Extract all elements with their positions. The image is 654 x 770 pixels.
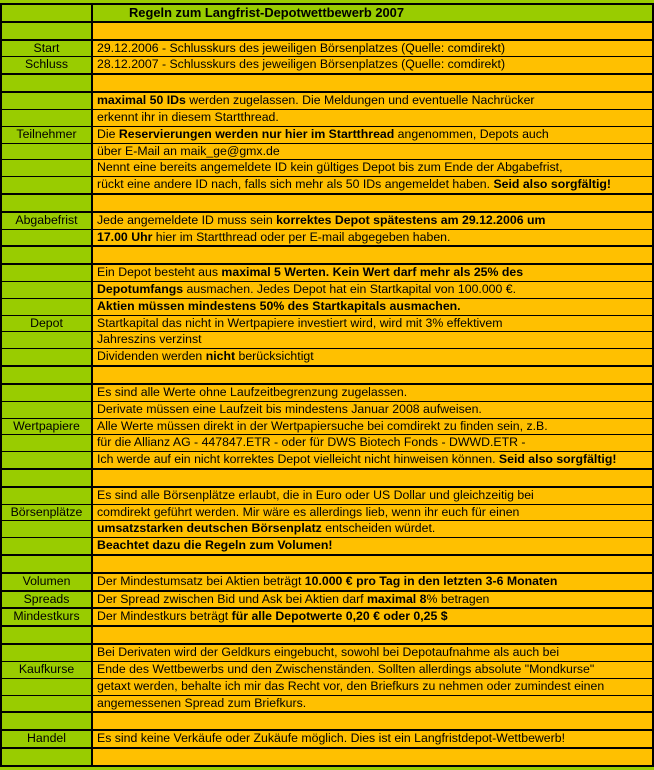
row-label-kaufkurse[interactable] xyxy=(2,662,93,678)
section-row-spreads xyxy=(2,592,652,610)
title-cell[interactable] xyxy=(93,5,652,21)
cell-text: Reservierungen werden nur hier im Startthread xyxy=(118,126,395,141)
content-cell[interactable] xyxy=(93,282,652,298)
content-cell[interactable] xyxy=(93,316,652,332)
row-label-text: Volumen xyxy=(22,573,71,588)
content-cell[interactable] xyxy=(93,696,652,712)
content-cell[interactable] xyxy=(93,213,652,229)
row-label-spreads[interactable] xyxy=(2,592,93,608)
row-label-cell-empty[interactable] xyxy=(2,385,93,401)
content-cell[interactable] xyxy=(93,110,652,126)
content-cell[interactable] xyxy=(93,247,652,263)
content-cell[interactable] xyxy=(93,195,652,211)
section-row-kaufkurse xyxy=(2,662,652,679)
table-row xyxy=(2,110,652,127)
row-label-cell-empty[interactable] xyxy=(2,367,93,383)
row-label-handel[interactable] xyxy=(2,731,93,747)
row-label-text: Handel xyxy=(27,731,66,746)
section-row-volumen xyxy=(2,574,652,592)
cell-text: Der Spread zwischen Bid und Ask bei Aktien darf xyxy=(97,591,367,606)
content-cell[interactable] xyxy=(93,749,652,765)
section-row-start xyxy=(2,41,652,58)
cell-text: comdirekt geführt werden. Mir wäre es allerdings lieb, wenn ihr euch für einen xyxy=(97,504,520,519)
table-row xyxy=(2,713,652,731)
table-row xyxy=(2,299,652,316)
cell-text: maximal 5 Werten. Kein Wert darf mehr als 25% des xyxy=(221,265,524,280)
table-row xyxy=(2,679,652,696)
row-label-wertpapiere[interactable] xyxy=(2,419,93,435)
table-row xyxy=(2,23,652,41)
row-label-cell-empty[interactable] xyxy=(2,144,93,160)
row-label-cell-empty[interactable] xyxy=(2,282,93,298)
row-label-text: Teilnehmer xyxy=(16,126,77,141)
row-label-cell-empty[interactable] xyxy=(2,299,93,315)
header-row xyxy=(2,5,652,23)
content-cell[interactable] xyxy=(93,609,652,625)
row-label-cell-empty[interactable] xyxy=(2,488,93,504)
cell-text: entscheiden würdet. xyxy=(321,521,436,536)
row-label-cell-empty[interactable] xyxy=(2,265,93,281)
section-row-abgabefrist xyxy=(2,213,652,230)
cell-text: maximal 50 IDs xyxy=(97,93,186,108)
content-cell[interactable] xyxy=(93,488,652,504)
content-cell[interactable] xyxy=(93,144,652,160)
row-label-schluss[interactable] xyxy=(2,57,93,73)
section-row-mindestkurs xyxy=(2,609,652,627)
section-row-schluss xyxy=(2,57,652,75)
row-label-cell-empty[interactable] xyxy=(2,645,93,661)
content-cell[interactable] xyxy=(93,556,652,572)
table-row xyxy=(2,332,652,349)
cell-text: angenommen, Depots auch xyxy=(394,126,549,141)
cell-text: Es sind alle Börsenplätze erlaubt, die in Euro oder US Dollar und gleichzeitig bei xyxy=(97,487,534,502)
row-label-cell-empty[interactable] xyxy=(2,332,93,348)
cell-text: rückt eine andere ID nach, falls sich mehr als 50 IDs angemeldet haben. xyxy=(97,177,494,192)
row-label-cell-empty[interactable] xyxy=(2,247,93,263)
row-label-text: Schluss xyxy=(24,57,69,72)
row-label-cell-empty[interactable] xyxy=(2,75,93,91)
cell-text: korrektes Depot spätestens am 29.12.2006 um xyxy=(276,212,546,227)
cell-text: % betragen xyxy=(426,591,490,606)
table-row xyxy=(2,282,652,299)
content-cell[interactable] xyxy=(93,627,652,643)
cell-text: Jede angemeldete ID muss sein xyxy=(97,212,277,227)
content-cell[interactable] xyxy=(93,41,652,57)
table-row xyxy=(2,385,652,402)
row-label-text: Kaufkurse xyxy=(18,661,75,676)
table-row xyxy=(2,452,652,470)
cell-text: für die Allianz AG - 447847.ETR - oder für DWS Biotech Fonds - DWWD.ETR - xyxy=(97,435,526,450)
cell-text: Nennt eine bereits angemeldete ID kein gültiges Depot bis zum Ende der Abgabefrist, xyxy=(97,160,563,175)
row-label-abgabefrist[interactable] xyxy=(2,213,93,229)
content-cell[interactable] xyxy=(93,385,652,401)
cell-text: Seid also sorgfältig! xyxy=(493,177,611,192)
row-label-cell-empty[interactable] xyxy=(2,5,93,21)
cell-text: 17.00 Uhr xyxy=(97,229,153,244)
cell-text: hier im Startthread oder per E-mail abgegeben haben. xyxy=(152,229,451,244)
cell-text: werden zugelassen. Die Meldungen und eventuelle Nachrücker xyxy=(185,93,535,108)
cell-text: berücksichtigt xyxy=(235,349,314,364)
content-cell[interactable] xyxy=(93,177,652,193)
section-row-börsenplätze xyxy=(2,505,652,522)
row-label-cell-empty[interactable] xyxy=(2,349,93,365)
content-cell[interactable] xyxy=(93,265,652,281)
row-label-cell-empty[interactable] xyxy=(2,556,93,572)
content-cell[interactable] xyxy=(93,160,652,176)
content-cell[interactable] xyxy=(93,452,652,468)
cell-text: 10.000 € pro Tag in den letzten 3-6 Monaten xyxy=(304,573,558,588)
table-row xyxy=(2,75,652,93)
content-cell[interactable] xyxy=(93,419,652,435)
table-row xyxy=(2,177,652,195)
content-cell[interactable] xyxy=(93,679,652,695)
row-label-cell-empty[interactable] xyxy=(2,713,93,729)
row-label-cell-empty[interactable] xyxy=(2,160,93,176)
table-row xyxy=(2,367,652,385)
cell-text: Die xyxy=(97,126,119,141)
content-cell[interactable] xyxy=(93,57,652,73)
content-cell[interactable] xyxy=(93,23,652,39)
content-cell[interactable] xyxy=(93,367,652,383)
table-row xyxy=(2,538,652,556)
cell-text: ausmachen. Jedes Depot hat ein Startkapital von 100.000 €. xyxy=(183,282,517,296)
content-cell[interactable] xyxy=(93,505,652,521)
cell-text: 29.12.2006 - Schlusskurs des jeweiligen Börsenplatzes (Quelle: comdirekt) xyxy=(97,40,506,55)
cell-text: Depotumfangs xyxy=(97,282,184,296)
table-row xyxy=(2,247,652,265)
cell-text: Aktien müssen mindestens 50% des Startkapitals ausmachen. xyxy=(97,298,461,313)
table-row xyxy=(2,645,652,662)
cell-text: getaxt werden, behalte ich mir das Recht vor, den Briefkurs zu nehmen oder zumindest einen xyxy=(97,678,605,693)
row-label-teilnehmer[interactable] xyxy=(2,127,93,143)
cell-text: Dividenden werden xyxy=(97,349,206,364)
cell-text: für alle Depotwerte 0,20 € oder 0,25 $ xyxy=(231,609,448,624)
table-row xyxy=(2,749,652,765)
cell-text: Ich werde auf ein nicht korrektes Depot vielleicht nicht hinweisen können. xyxy=(97,452,499,467)
row-label-cell-empty[interactable] xyxy=(2,696,93,712)
row-label-cell-empty[interactable] xyxy=(2,177,93,193)
cell-text: maximal 8 xyxy=(367,591,427,606)
row-label-cell-empty[interactable] xyxy=(2,627,93,643)
cell-text: Startkapital das nicht in Wertpapiere investiert wird, wird mit 3% effektivem xyxy=(97,315,503,330)
table-row xyxy=(2,556,652,574)
cell-text: Ende des Wettbewerbs und den Zwischenständen. Sollten allerdings absolute "Mondkurse" xyxy=(97,661,595,676)
content-cell[interactable] xyxy=(93,470,652,486)
cell-text: Der Mindestumsatz bei Aktien beträgt xyxy=(97,573,305,588)
section-row-wertpapiere xyxy=(2,419,652,436)
content-cell[interactable] xyxy=(93,521,652,537)
row-label-text: Start xyxy=(33,40,60,55)
row-label-cell-empty[interactable] xyxy=(2,435,93,451)
content-cell[interactable] xyxy=(93,538,652,554)
content-cell[interactable] xyxy=(93,230,652,246)
content-cell[interactable] xyxy=(93,75,652,91)
row-label-börsenplätze[interactable] xyxy=(2,505,93,521)
cell-text: Bei Derivaten wird der Geldkurs eingebucht, sowohl bei Depotaufnahme als auch bei xyxy=(97,645,560,660)
cell-text: umsatzstarken deutschen Börsenplatz xyxy=(97,521,322,536)
content-cell[interactable] xyxy=(93,713,652,729)
content-cell[interactable] xyxy=(93,731,652,747)
row-label-text: Wertpapiere xyxy=(13,418,80,433)
row-label-text: Abgabefrist xyxy=(15,212,78,227)
row-label-text: Spreads xyxy=(23,591,70,606)
content-cell[interactable] xyxy=(93,435,652,451)
row-label-cell-empty[interactable] xyxy=(2,538,93,554)
row-label-start[interactable] xyxy=(2,41,93,57)
row-label-volumen[interactable] xyxy=(2,574,93,590)
content-cell[interactable] xyxy=(93,645,652,661)
row-label-cell-empty[interactable] xyxy=(2,23,93,39)
section-row-teilnehmer xyxy=(2,127,652,144)
page-title: Regeln zum Langfrist-Depotwettbewerb 2007 xyxy=(128,5,405,20)
row-label-text: Börsenplätze xyxy=(10,504,83,519)
section-row-depot xyxy=(2,316,652,333)
cell-text: Es sind keine Verkäufe oder Zukäufe möglich. Dies ist ein Langfristdepot-Wettbewerb! xyxy=(97,731,565,746)
table-row xyxy=(2,488,652,505)
table-row xyxy=(2,230,652,248)
row-label-text: Mindestkurs xyxy=(13,609,80,624)
table-row xyxy=(2,144,652,161)
content-cell[interactable] xyxy=(93,332,652,348)
row-label-cell-empty[interactable] xyxy=(2,195,93,211)
row-label-depot[interactable] xyxy=(2,316,93,332)
content-cell[interactable] xyxy=(93,662,652,678)
cell-text: angemessenen Spread zum Briefkurs. xyxy=(97,695,307,710)
row-label-cell-empty[interactable] xyxy=(2,230,93,246)
table-row xyxy=(2,470,652,488)
cell-text: Derivate müssen eine Laufzeit bis mindestens Januar 2008 aufweisen. xyxy=(97,401,482,416)
cell-text: Es sind alle Werte ohne Laufzeitbegrenzung zugelassen. xyxy=(97,384,408,399)
content-cell[interactable] xyxy=(93,402,652,418)
row-label-cell-empty[interactable] xyxy=(2,521,93,537)
row-label-cell-empty[interactable] xyxy=(2,93,93,109)
content-cell[interactable] xyxy=(93,93,652,109)
cell-text: Jahreszins verzinst xyxy=(97,332,202,347)
table-row xyxy=(2,627,652,645)
content-cell[interactable] xyxy=(93,592,652,608)
cell-text: erkennt ihr in diesem Startthread. xyxy=(97,109,279,124)
content-cell[interactable] xyxy=(93,127,652,143)
table-row xyxy=(2,435,652,452)
cell-text: 28.12.2007 - Schlusskurs des jeweiligen Börsenplatzes (Quelle: comdirekt) xyxy=(97,57,506,72)
table-row xyxy=(2,521,652,538)
table-row xyxy=(2,265,652,282)
cell-text: nicht xyxy=(205,349,236,364)
row-label-cell-empty[interactable] xyxy=(2,110,93,126)
table-row xyxy=(2,349,652,367)
cell-text: Der Mindestkurs beträgt xyxy=(97,609,232,624)
table-row xyxy=(2,696,652,714)
content-cell[interactable] xyxy=(93,574,652,590)
row-label-cell-empty[interactable] xyxy=(2,470,93,486)
section-row-handel xyxy=(2,731,652,749)
table-row xyxy=(2,195,652,213)
content-cell[interactable] xyxy=(93,349,652,365)
cell-text: Ein Depot besteht aus xyxy=(97,265,222,280)
row-label-mindestkurs[interactable] xyxy=(2,609,93,625)
row-label-cell-empty[interactable] xyxy=(2,452,93,468)
table-row xyxy=(2,402,652,419)
table-row xyxy=(2,93,652,110)
row-label-cell-empty[interactable] xyxy=(2,749,93,765)
cell-text: Beachtet dazu die Regeln zum Volumen! xyxy=(97,538,333,553)
row-label-cell-empty[interactable] xyxy=(2,679,93,695)
content-cell[interactable] xyxy=(93,299,652,315)
table-row xyxy=(2,160,652,177)
row-label-text: Depot xyxy=(30,315,63,330)
cell-text: Alle Werte müssen direkt in der Wertpapiersuche bei comdirekt zu finden sein, z.B. xyxy=(97,418,548,433)
cell-text: Seid also sorgfältig! xyxy=(498,452,617,467)
row-label-cell-empty[interactable] xyxy=(2,402,93,418)
cell-text: über E-Mail an maik_ge@gmx.de xyxy=(97,143,280,158)
rules-table xyxy=(0,3,654,767)
